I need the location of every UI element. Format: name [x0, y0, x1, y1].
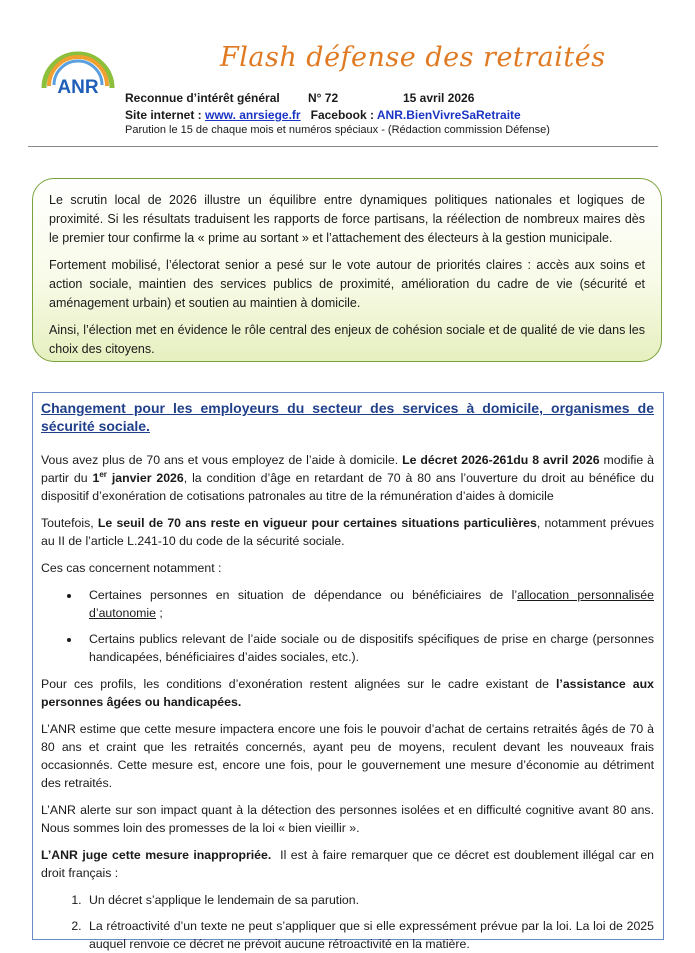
- election-summary-box: [32, 178, 662, 362]
- text-run: , la condition d’âge en retardant de 70 à 80 ans l’ouverture du droit au bénéfice du dispositif d’exonération de cotisations patronales au titre de la rémunération d’aides à domicile: [41, 471, 655, 503]
- article-paragraph: [41, 846, 658, 882]
- issue-date: 15 avril 2026: [403, 91, 475, 105]
- article-paragraph: L’ANR alerte sur son impact quant à la détection des personnes isolées et en difficulté cognitive avant 80 ans. Nous sommes loin des promesses de la loi « bien vieillir ».: [41, 803, 654, 835]
- newsletter-title: Flash défense des retraités: [220, 42, 606, 73]
- contact-line: [125, 108, 521, 122]
- decree-reference: Le décret 2026-261du 8 avril 2026: [402, 453, 600, 467]
- numbered-item: 1. Un décret s’applique le lendemain de sa parution.: [85, 891, 654, 909]
- site-label: Site internet :: [125, 108, 206, 122]
- article-paragraph: Ces cas concernent notamment :: [41, 561, 222, 575]
- list-item: [81, 586, 654, 622]
- apa-link-text: allocation personnalisée d’autonomie: [89, 588, 654, 620]
- newsletter-header: [0, 0, 695, 150]
- article-paragraph: L’ANR estime que cette mesure impactera encore une fois le pouvoir d’achat de certains retraités âgés de 70 à 80 ans et craint que les retraités concernés, ayant peu de moyens, reculent devant les nouveaux frais occasionnés. Cette mesure est, encore une fois, pour le gouvernement une mesure d’économie au détriment des retraités.: [41, 722, 654, 790]
- article-paragraph: [41, 675, 654, 711]
- text-run: Il est à faire remarquer que ce décret est doublement illégal car en droit français :: [41, 848, 658, 880]
- date-day: 1: [92, 471, 100, 485]
- text-run: ;: [156, 606, 163, 620]
- recognition-label: Reconnue d’intérêt général: [125, 91, 280, 105]
- article-paragraph: [41, 514, 654, 550]
- date-ordinal: er: [99, 469, 107, 479]
- article-paragraph: [41, 451, 654, 505]
- summary-paragraph: Le scrutin local de 2026 illustre un équilibre entre dynamiques politiques nationales et logiques de proximité. Si les résultats traduisent les rapports de force partisans, la réélection de nombreux maires dès le premier tour confirme la « prime au sortant » et l’attachement des électeurs à la gestion municipale.: [49, 193, 645, 245]
- publication-note: Parution le 15 de chaque mois et numéros spéciaux - (Rédaction commission Défense): [125, 124, 550, 136]
- summary-paragraph: Ainsi, l’élection met en évidence le rôle central des enjeux de cohésion sociale et de qualité de vie dans les choix des citoyens.: [49, 323, 645, 356]
- list-item: • Certains publics relevant de l’aide sociale ou de dispositifs spécifiques de prise en charge (personnes handicapées, bénéficiaires d’aides sociales, etc.).: [81, 630, 654, 666]
- issue-number: N° 72: [308, 91, 339, 105]
- header-divider: [28, 146, 658, 147]
- text-run: Toutefois,: [41, 516, 98, 530]
- summary-paragraph: Fortement mobilisé, l’électorat senior a pesé sur le vote autour de priorités claires : accès aux soins et action sociale, maintien des services publics de proximité, amélioration du cadre de vie (sécurité et aménagement urbain) et soutien au maintien à domicile.: [49, 258, 645, 310]
- text-run: Vous avez plus de 70 ans et vous employez de l’aide à domicile.: [41, 453, 403, 467]
- anr-logo: [38, 50, 118, 112]
- article-title: Changement pour les employeurs du secteur des services à domicile, organismes de sécurité sociale.: [41, 400, 654, 434]
- bold-text: Le seuil de 70 ans reste en vigueur pour certaines situations particulières: [97, 516, 537, 530]
- facebook-link[interactable]: ANR.BienVivreSaRetraite: [376, 108, 521, 122]
- article-box: [32, 392, 664, 951]
- text-run: , notamment prévues au II de l’article L.241-10 du code de la sécurité sociale.: [41, 516, 654, 548]
- text-run: modifie à partir du: [41, 453, 654, 485]
- text-run: Certaines personnes en situation de dépendance ou bénéficiaires de l’: [89, 588, 518, 602]
- numbered-list: [41, 891, 654, 953]
- site-link[interactable]: www. anrsiege.fr: [205, 108, 301, 122]
- bold-text: L’ANR juge cette mesure inappropriée.: [41, 848, 272, 862]
- date-rest: janvier 2026: [106, 471, 184, 485]
- text-run: Pour ces profils, les conditions d’exonération restent alignées sur le cadre existant de: [41, 677, 556, 691]
- numbered-item: 2. La rétroactivité d’un texte ne peut s’appliquer que si elle expressément prévue par la loi. La loi de 2025 auquel renvoie ce décret ne prévoit aucune rétroactivité en la matière.: [85, 917, 654, 953]
- bold-text: l’assistance aux personnes âgées ou handicapées.: [41, 677, 654, 709]
- facebook-label: Facebook :: [310, 108, 377, 122]
- logo-text: ANR: [57, 77, 99, 98]
- cases-list: [41, 586, 654, 666]
